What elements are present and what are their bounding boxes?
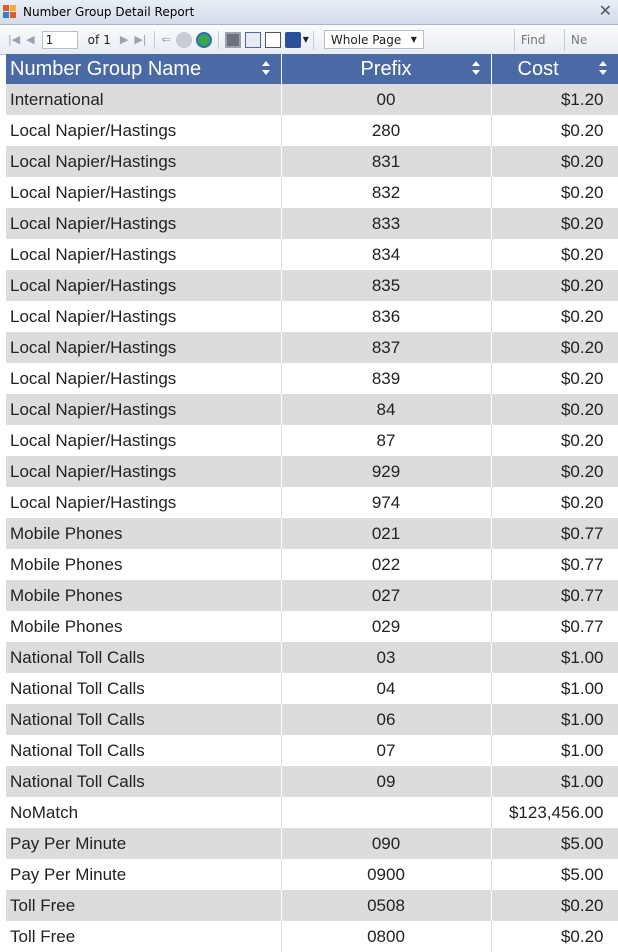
table-row [6,239,618,270]
table-row [6,270,618,301]
table-row [6,177,618,208]
table-row [6,208,618,239]
column-header-label: Prefix [360,57,412,80]
toolbar-separator [218,31,219,49]
cell-cost: $0.20 [491,456,618,487]
cell-prefix: 07 [281,735,491,766]
table-row [6,518,618,549]
cell-cost: $0.20 [491,394,618,425]
cell-prefix: 280 [281,115,491,146]
page-setup-icon[interactable] [265,32,281,48]
table-row [6,425,618,456]
cell-number-group-name: National Toll Calls [6,673,281,704]
back-icon[interactable]: ⇐ [161,33,171,46]
cell-number-group-name: Mobile Phones [6,549,281,580]
export-dropdown-icon[interactable]: ▼ [302,35,309,44]
cell-number-group-name: Local Napier/Hastings [6,363,281,394]
refresh-icon[interactable] [196,32,212,48]
table-row [6,890,618,921]
prev-page-icon[interactable]: ◀ [26,33,35,46]
number-group-table [6,54,618,952]
cell-prefix: 831 [281,146,491,177]
cell-prefix: 03 [281,642,491,673]
cell-cost: $0.77 [491,580,618,611]
cell-prefix: 929 [281,456,491,487]
total-pages: 1 [103,32,111,47]
table-row [6,146,618,177]
toolbar-separator [154,31,155,49]
toolbar-separator [313,31,314,49]
column-header-name[interactable] [6,54,281,84]
zoom-value: Whole Page [330,32,402,47]
cell-cost: $0.20 [491,177,618,208]
cell-cost: $0.20 [491,487,618,518]
cell-cost: $0.20 [491,208,618,239]
cell-prefix: 0508 [281,890,491,921]
cell-number-group-name: International [6,84,281,115]
cell-prefix: 974 [281,487,491,518]
table-row [6,859,618,890]
cell-number-group-name: Local Napier/Hastings [6,115,281,146]
cell-cost: $0.20 [491,363,618,394]
cell-number-group-name: Pay Per Minute [6,859,281,890]
cell-cost: $1.00 [491,735,618,766]
sort-icon[interactable] [261,60,271,76]
cell-prefix: 021 [281,518,491,549]
print-icon[interactable] [225,32,241,48]
cell-cost: $0.20 [491,115,618,146]
table-row [6,115,618,146]
app-icon [3,5,17,19]
cell-number-group-name: Local Napier/Hastings [6,456,281,487]
print-layout-icon[interactable] [245,32,261,48]
cell-cost: $0.77 [491,549,618,580]
cell-prefix: 87 [281,425,491,456]
cell-cost: $0.20 [491,890,618,921]
cell-cost: $5.00 [491,859,618,890]
cell-cost: $1.00 [491,766,618,797]
table-row [6,642,618,673]
window-title: Number Group Detail Report [23,5,195,19]
table-row [6,84,618,115]
cell-number-group-name: Local Napier/Hastings [6,301,281,332]
first-page-icon[interactable]: |◀ [8,33,21,46]
cell-cost: $0.77 [491,518,618,549]
cell-number-group-name: Local Napier/Hastings [6,487,281,518]
column-header-prefix[interactable] [281,54,491,84]
table-row [6,301,618,332]
cell-cost: $0.77 [491,611,618,642]
chevron-down-icon: ▼ [410,35,417,44]
cell-number-group-name: Mobile Phones [6,611,281,642]
cell-prefix: 022 [281,549,491,580]
cell-number-group-name: Local Napier/Hastings [6,332,281,363]
cell-prefix: 00 [281,84,491,115]
cell-prefix: 834 [281,239,491,270]
cell-cost: $1.00 [491,673,618,704]
cell-cost: $1.20 [491,84,618,115]
column-header-label: Cost [517,57,559,80]
cell-prefix: 0800 [281,921,491,952]
cell-prefix: 836 [281,301,491,332]
cell-number-group-name: Local Napier/Hastings [6,239,281,270]
cell-prefix: 833 [281,208,491,239]
table-row [6,797,618,828]
table-row [6,704,618,735]
cell-prefix: 832 [281,177,491,208]
column-header-label: Number Group Name [10,57,202,80]
table-row [6,580,618,611]
cell-prefix: 84 [281,394,491,425]
cell-prefix: 835 [281,270,491,301]
table-row [6,487,618,518]
cell-number-group-name: Local Napier/Hastings [6,270,281,301]
find-next-button[interactable]: Ne [564,29,587,51]
cell-cost: $0.20 [491,332,618,363]
cell-cost: $0.20 [491,270,618,301]
table-header-row [6,54,618,84]
cell-number-group-name: Toll Free [6,921,281,952]
cell-number-group-name: NoMatch [6,797,281,828]
cell-cost: $0.20 [491,921,618,952]
cell-cost: $0.20 [491,239,618,270]
report-toolbar [0,25,618,55]
window-titlebar [0,0,618,25]
sort-icon[interactable] [598,60,608,76]
cell-prefix: 0900 [281,859,491,890]
table-row [6,673,618,704]
stop-icon[interactable] [176,32,192,48]
cell-number-group-name: Local Napier/Hastings [6,146,281,177]
cell-prefix [281,797,491,828]
table-row [6,363,618,394]
table-row [6,394,618,425]
table-row [6,828,618,859]
current-page-input[interactable]: 1 [42,31,78,49]
cell-prefix: 027 [281,580,491,611]
table-row [6,766,618,797]
export-icon[interactable] [285,32,301,48]
cell-prefix: 839 [281,363,491,394]
table-row [6,735,618,766]
cell-number-group-name: Mobile Phones [6,518,281,549]
cell-number-group-name: Local Napier/Hastings [6,177,281,208]
last-page-icon[interactable]: ▶| [134,33,147,46]
cell-prefix: 09 [281,766,491,797]
cell-cost: $5.00 [491,828,618,859]
cell-prefix: 090 [281,828,491,859]
cell-number-group-name: Local Napier/Hastings [6,394,281,425]
find-button[interactable]: Find [514,29,564,51]
cell-number-group-name: Pay Per Minute [6,828,281,859]
sort-icon[interactable] [471,60,481,76]
cell-cost: $0.20 [491,146,618,177]
zoom-select[interactable] [324,30,424,49]
cell-number-group-name: National Toll Calls [6,766,281,797]
table-row [6,921,618,952]
cell-number-group-name: Toll Free [6,890,281,921]
cell-prefix: 06 [281,704,491,735]
cell-cost: $0.20 [491,301,618,332]
column-header-cost[interactable] [491,54,618,84]
table-row [6,611,618,642]
of-label: of [87,32,100,47]
cell-number-group-name: Local Napier/Hastings [6,425,281,456]
cell-cost: $0.20 [491,425,618,456]
close-icon[interactable]: ✕ [598,1,612,20]
table-row [6,549,618,580]
cell-prefix: 04 [281,673,491,704]
cell-prefix: 029 [281,611,491,642]
next-page-icon[interactable]: ▶ [119,33,129,46]
cell-number-group-name: National Toll Calls [6,642,281,673]
cell-prefix: 837 [281,332,491,363]
table-row [6,456,618,487]
cell-cost: $123,456.00 [491,797,618,828]
cell-cost: $1.00 [491,704,618,735]
cell-number-group-name: National Toll Calls [6,735,281,766]
cell-number-group-name: Local Napier/Hastings [6,208,281,239]
cell-number-group-name: Mobile Phones [6,580,281,611]
cell-cost: $1.00 [491,642,618,673]
cell-number-group-name: National Toll Calls [6,704,281,735]
table-row [6,332,618,363]
